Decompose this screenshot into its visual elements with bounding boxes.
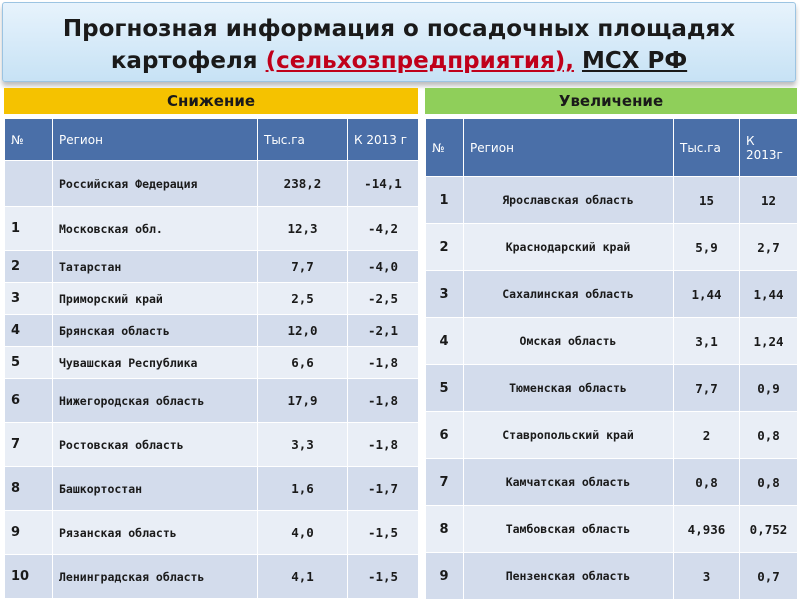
row-change: -2,1: [348, 315, 419, 347]
table-row: [5, 467, 419, 511]
row-region: Камчатская область: [464, 459, 674, 506]
row-area: 2,5: [258, 283, 348, 315]
row-number: 2: [426, 224, 464, 271]
row-change: 0,8: [740, 459, 798, 506]
row-change: 2,7: [740, 224, 798, 271]
row-number: [5, 161, 53, 207]
row-change: -1,7: [348, 467, 419, 511]
row-change: -4,0: [348, 251, 419, 283]
row-area: 4,0: [258, 511, 348, 555]
col-number: №: [5, 119, 53, 161]
row-area: 6,6: [258, 347, 348, 379]
row-change: -2,5: [348, 283, 419, 315]
title-line-2: [3, 45, 795, 77]
table-row: [5, 423, 419, 467]
row-change: -1,8: [348, 347, 419, 379]
row-area: 238,2: [258, 161, 348, 207]
row-number: 3: [5, 283, 53, 315]
row-change: 0,8: [740, 412, 798, 459]
row-area: 7,7: [258, 251, 348, 283]
row-number: 4: [5, 315, 53, 347]
row-area: 3,1: [674, 318, 740, 365]
table-row: [426, 506, 798, 553]
row-region: Пензенская область: [464, 553, 674, 600]
row-region: Ставропольский край: [464, 412, 674, 459]
row-change: 0,9: [740, 365, 798, 412]
row-change: -1,5: [348, 511, 419, 555]
col-region: Регион: [53, 119, 258, 161]
row-region: Сахалинская область: [464, 271, 674, 318]
row-area: 15: [674, 177, 740, 224]
row-area: 1,6: [258, 467, 348, 511]
table-row: [5, 251, 419, 283]
slide-title: [2, 2, 796, 82]
row-area: 17,9: [258, 379, 348, 423]
table-row: [5, 511, 419, 555]
row-region: Башкортостан: [53, 467, 258, 511]
decrease-header: Снижение: [4, 88, 418, 114]
row-number: 1: [426, 177, 464, 224]
row-region: Краснодарский край: [464, 224, 674, 271]
col-number: №: [426, 119, 464, 177]
row-number: 3: [426, 271, 464, 318]
increase-table: [425, 118, 798, 600]
table-row: [5, 283, 419, 315]
title-ministry: МСХ РФ: [581, 48, 688, 74]
row-region: Татарстан: [53, 251, 258, 283]
row-area: 4,936: [674, 506, 740, 553]
row-number: 7: [426, 459, 464, 506]
row-region: Омская область: [464, 318, 674, 365]
table-row: [426, 553, 798, 600]
col-area: Тыс.га: [258, 119, 348, 161]
col-change: К 2013 г: [348, 119, 419, 161]
row-number: 5: [5, 347, 53, 379]
row-area: 4,1: [258, 555, 348, 599]
row-number: 2: [5, 251, 53, 283]
row-change: -4,2: [348, 207, 419, 251]
row-change: -1,8: [348, 379, 419, 423]
table-row: [5, 161, 419, 207]
row-region: Ярославская область: [464, 177, 674, 224]
row-number: 6: [426, 412, 464, 459]
row-region: Московская обл.: [53, 207, 258, 251]
decrease-table: [4, 118, 419, 599]
title-line-2-start: картофеля: [110, 48, 266, 74]
row-change: -1,8: [348, 423, 419, 467]
row-change: 1,44: [740, 271, 798, 318]
row-region: Рязанская область: [53, 511, 258, 555]
row-region: Тюменская область: [464, 365, 674, 412]
table-row: [5, 347, 419, 379]
row-change: -14,1: [348, 161, 419, 207]
row-area: 3: [674, 553, 740, 600]
row-region: Российская Федерация: [53, 161, 258, 207]
row-number: 9: [426, 553, 464, 600]
row-area: 5,9: [674, 224, 740, 271]
increase-header: Увеличение: [425, 88, 797, 114]
row-change: 0,752: [740, 506, 798, 553]
col-area: Тыс.га: [674, 119, 740, 177]
row-number: 8: [426, 506, 464, 553]
title-highlight: (сельхозпредприятия),: [265, 48, 574, 74]
table-row: [426, 365, 798, 412]
row-change: 12: [740, 177, 798, 224]
table-row: [5, 379, 419, 423]
row-area: 7,7: [674, 365, 740, 412]
row-region: Брянская область: [53, 315, 258, 347]
table-row: [426, 318, 798, 365]
row-area: 3,3: [258, 423, 348, 467]
row-change: -1,5: [348, 555, 419, 599]
table-row: [426, 271, 798, 318]
row-number: 5: [426, 365, 464, 412]
row-region: Чувашская Республика: [53, 347, 258, 379]
row-number: 9: [5, 511, 53, 555]
row-region: Ростовская область: [53, 423, 258, 467]
table-row: [426, 412, 798, 459]
table-row: [5, 315, 419, 347]
row-region: Приморский край: [53, 283, 258, 315]
table-row: [426, 459, 798, 506]
table-row: [5, 207, 419, 251]
row-region: Нижегородская область: [53, 379, 258, 423]
row-area: 1,44: [674, 271, 740, 318]
row-region: Тамбовская область: [464, 506, 674, 553]
row-number: 4: [426, 318, 464, 365]
table-row: [426, 224, 798, 271]
row-region: Ленинградская область: [53, 555, 258, 599]
table-row: [5, 555, 419, 599]
col-change: К 2013г: [740, 119, 798, 177]
row-number: 6: [5, 379, 53, 423]
row-number: 1: [5, 207, 53, 251]
row-area: 12,0: [258, 315, 348, 347]
title-line-1: Прогнозная информация о посадочных площадях: [62, 16, 736, 42]
row-area: 12,3: [258, 207, 348, 251]
row-number: 10: [5, 555, 53, 599]
row-change: 1,24: [740, 318, 798, 365]
table-row: [426, 177, 798, 224]
row-change: 0,7: [740, 553, 798, 600]
row-area: 2: [674, 412, 740, 459]
row-number: 8: [5, 467, 53, 511]
col-region: Регион: [464, 119, 674, 177]
row-number: 7: [5, 423, 53, 467]
row-area: 0,8: [674, 459, 740, 506]
